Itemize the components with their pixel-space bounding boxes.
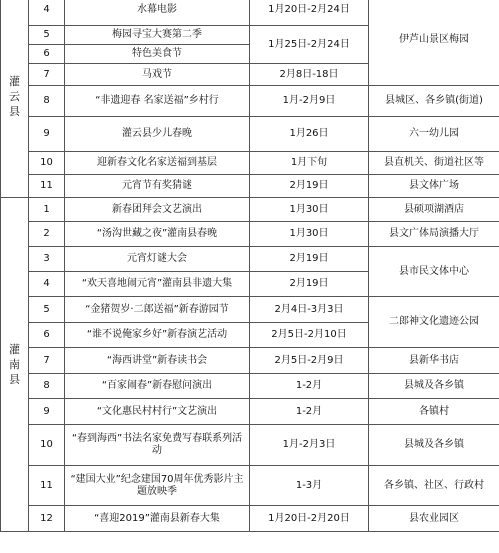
event-venue: 县农业园区 [369,506,499,532]
event-venue: 县城及各乡镇 [369,374,499,399]
row-number: 9 [29,399,65,425]
row-number: 7 [29,348,65,374]
table-row [1,0,499,26]
event-name: “建国大业”纪念建国70周年优秀影片主题放映季 [65,466,250,506]
row-number: 5 [29,297,65,323]
table-row [1,506,499,532]
event-date: 1-3月 [250,466,369,506]
event-date: 2月19日 [250,247,369,272]
event-venue: 伊芦山景区梅园 [369,0,499,86]
event-date: 1月25日-2月24日 [250,26,369,64]
event-name: “欢天喜地闹元宵”灌南县非遗大集 [65,272,250,297]
event-name: “非遗迎春 名家送福”乡村行 [65,86,250,117]
table-row [1,374,499,399]
event-venue: 县文广体局演播大厅 [369,222,499,247]
table-row [1,117,499,152]
event-date: 1-2月 [250,399,369,425]
row-number: 7 [29,64,65,86]
event-venue: 六一幼儿园 [369,117,499,152]
row-number: 4 [29,272,65,297]
row-number: 10 [29,425,65,466]
event-venue: 县城及各乡镇 [369,425,499,466]
event-name: “金猪贺岁·二郎送福”新春游园节 [65,297,250,323]
row-number: 8 [29,86,65,117]
row-number: 9 [29,117,65,152]
event-name: 元宵节有奖猜谜 [65,175,250,198]
event-date: 1-2月 [250,374,369,399]
event-date: 1月30日 [250,198,369,222]
table-row [1,247,499,272]
event-venue: 县城区、各乡镇(街道) [369,86,499,117]
row-number: 12 [29,506,65,532]
event-venue: 各镇村 [369,399,499,425]
row-number: 4 [29,0,65,26]
table-row [1,348,499,374]
event-date: 2月5日-2月10日 [250,323,369,348]
event-name: 梅园寻宝大赛第二季 [65,26,250,45]
event-date: 1月30日 [250,222,369,247]
event-date: 1月-2月3日 [250,425,369,466]
row-number: 1 [29,198,65,222]
event-date: 1月下旬 [250,152,369,175]
row-number: 8 [29,374,65,399]
row-number: 11 [29,175,65,198]
row-number: 11 [29,466,65,506]
event-date: 1月-2月9日 [250,86,369,117]
event-name: “谁不说俺家乡好”新春演艺活动 [65,323,250,348]
event-date: 2月5日-2月9日 [250,348,369,374]
event-date: 2月19日 [250,272,369,297]
event-date: 2月19日 [250,175,369,198]
table-row [1,86,499,117]
event-venue: 二郎神文化遗迹公园 [369,297,499,348]
table-row [1,425,499,466]
event-venue: 县直机关、街道社区等 [369,152,499,175]
table-row [1,297,499,323]
event-name: “百家闹春”新春慰问演出 [65,374,250,399]
event-name: 元宵灯谜大会 [65,247,250,272]
event-date: 2月4日-3月3日 [250,297,369,323]
table-row [1,222,499,247]
row-number: 3 [29,247,65,272]
event-venue: 各乡镇、社区、行政村 [369,466,499,506]
event-name: 特色美食节 [65,45,250,64]
row-number: 2 [29,222,65,247]
row-number: 10 [29,152,65,175]
event-date: 1月26日 [250,117,369,152]
row-number: 6 [29,323,65,348]
event-name: “海西讲堂”新春读书会 [65,348,250,374]
row-number: 6 [29,45,65,64]
event-date: 1月20日-2月20日 [250,506,369,532]
county-cell-guanyun: 灌 云 县 [1,0,29,198]
event-name: 马戏节 [65,64,250,86]
table-row [1,152,499,175]
event-name: “汤沟世藏之夜”灌南县春晚 [65,222,250,247]
event-venue: 县硕项湖酒店 [369,198,499,222]
table-row [1,175,499,198]
event-venue: 县新华书店 [369,348,499,374]
table-row [1,198,499,222]
event-venue: 县文体广场 [369,175,499,198]
event-name: 迎新春文化名家送福到基层 [65,152,250,175]
event-date: 2月8日-18日 [250,64,369,86]
event-date: 1月20日-2月24日 [250,0,369,26]
row-number: 5 [29,26,65,45]
table-row [1,399,499,425]
event-name: “文化惠民村村行”文艺演出 [65,399,250,425]
event-name: 水幕电影 [65,0,250,26]
event-name: 新春团拜会文艺演出 [65,198,250,222]
table-row [1,466,499,506]
event-name: “喜迎2019”灌南县新春大集 [65,506,250,532]
event-name: “春到海西”书法名家免费写春联系列活动 [65,425,250,466]
event-venue: 县市民文体中心 [369,247,499,297]
event-name: 灌云县少儿春晚 [65,117,250,152]
county-cell-guannan: 灌 南 县 [1,198,29,532]
